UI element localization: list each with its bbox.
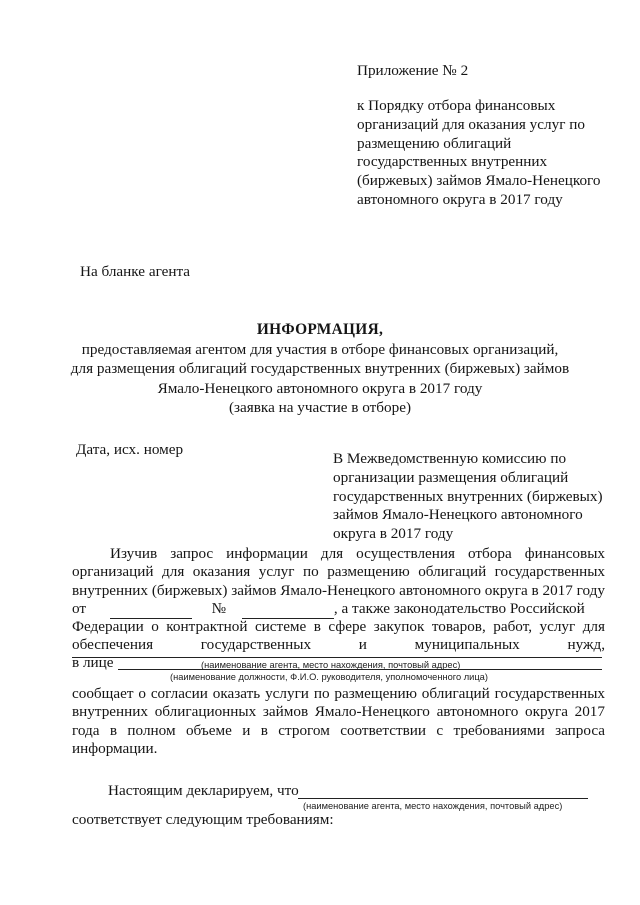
addressee-line: В Межведомственную комиссию по: [333, 450, 567, 467]
addressee-line: округа в 2017 году: [333, 525, 454, 543]
body-line: организаций для оказания услуг по размещению облигаций государственных: [72, 563, 605, 581]
from-label: от: [72, 599, 87, 617]
request-number-field[interactable]: [242, 600, 334, 620]
representative-field[interactable]: [118, 669, 602, 670]
document-title: ИНФОРМАЦИЯ,: [256, 321, 384, 338]
blank-note: На бланке агента: [80, 263, 191, 280]
addressee-line: займов Ямало-Ненецкого автономного: [333, 506, 583, 524]
request-date-line: [72, 600, 605, 618]
subtitle-line: Ямало-Ненецкого автономного округа в 2017 году: [157, 379, 483, 397]
number-label: №: [211, 599, 227, 617]
order-reference: [357, 97, 601, 210]
agreement-line: внутренних облигационных займов Ямало-Ненецкого автономного округа 2017: [72, 703, 605, 721]
body-line: обеспечения государственных и муниципальных нужд,: [72, 636, 605, 654]
body-line: Федерации о контрактной системе в сфере закупок товаров, работ, услуг для: [72, 618, 605, 636]
body-line: внутренних (биржевых) займов Ямало-Ненецкого автономного округа в 2017 году: [72, 581, 605, 599]
addressee-block: [333, 450, 603, 544]
agreement-paragraph: [72, 685, 605, 758]
addressee-line: организации размещения облигаций: [333, 468, 569, 486]
declare-label: Настоящим декларируем, что: [108, 782, 299, 799]
order-line: размещению облигаций: [357, 134, 512, 152]
agent-caption: (наименование агента, место нахождения, почтовый адрес): [201, 660, 461, 670]
order-line: организаций для оказания услуг по: [357, 115, 585, 133]
subtitle-line: предоставляемая агентом для участия в отборе финансовых организаций,: [81, 341, 559, 358]
order-line: (биржевых) займов Ямало-Ненецкого: [357, 172, 601, 190]
addressee-line: государственных внутренних (биржевых): [333, 487, 603, 505]
subtitle-line: (заявка на участие в отборе): [228, 399, 412, 417]
appendix-number: Приложение № 2: [357, 62, 469, 79]
request-date-field[interactable]: [110, 600, 192, 620]
date-number-label: Дата, исх. номер: [76, 441, 184, 458]
from-tail: , а также законодательство Российской: [333, 599, 585, 617]
body-line: Изучив запрос информации для осуществления отбора финансовых: [110, 545, 605, 562]
order-line: к Порядку отбора финансовых: [357, 97, 556, 114]
declare-agent-field[interactable]: [298, 798, 588, 799]
document-subtitle: [0, 340, 640, 418]
position-caption: (наименование должности, Ф.И.О. руководителя, уполномоченного лица): [170, 672, 488, 682]
agent-name-field[interactable]: [72, 657, 602, 658]
agreement-line: информации.: [72, 739, 158, 757]
order-line: автономного округа в 2017 году: [357, 190, 563, 208]
declare-caption: (наименование агента, место нахождения, почтовый адрес): [303, 801, 563, 811]
body-paragraph: [72, 545, 605, 655]
in-person-label: в лице: [72, 654, 114, 671]
agreement-line: сообщает о согласии оказать услуги по размещению облигаций государственных: [72, 685, 605, 702]
subtitle-line: для размещения облигаций государственных внутренних (биржевых) займов: [70, 360, 570, 378]
order-line: государственных внутренних: [357, 153, 548, 171]
agreement-line: года в полном объеме и в строгом соответствии с требованиями запроса: [72, 721, 605, 739]
requirements-intro: соответствует следующим требованиям:: [72, 811, 334, 828]
